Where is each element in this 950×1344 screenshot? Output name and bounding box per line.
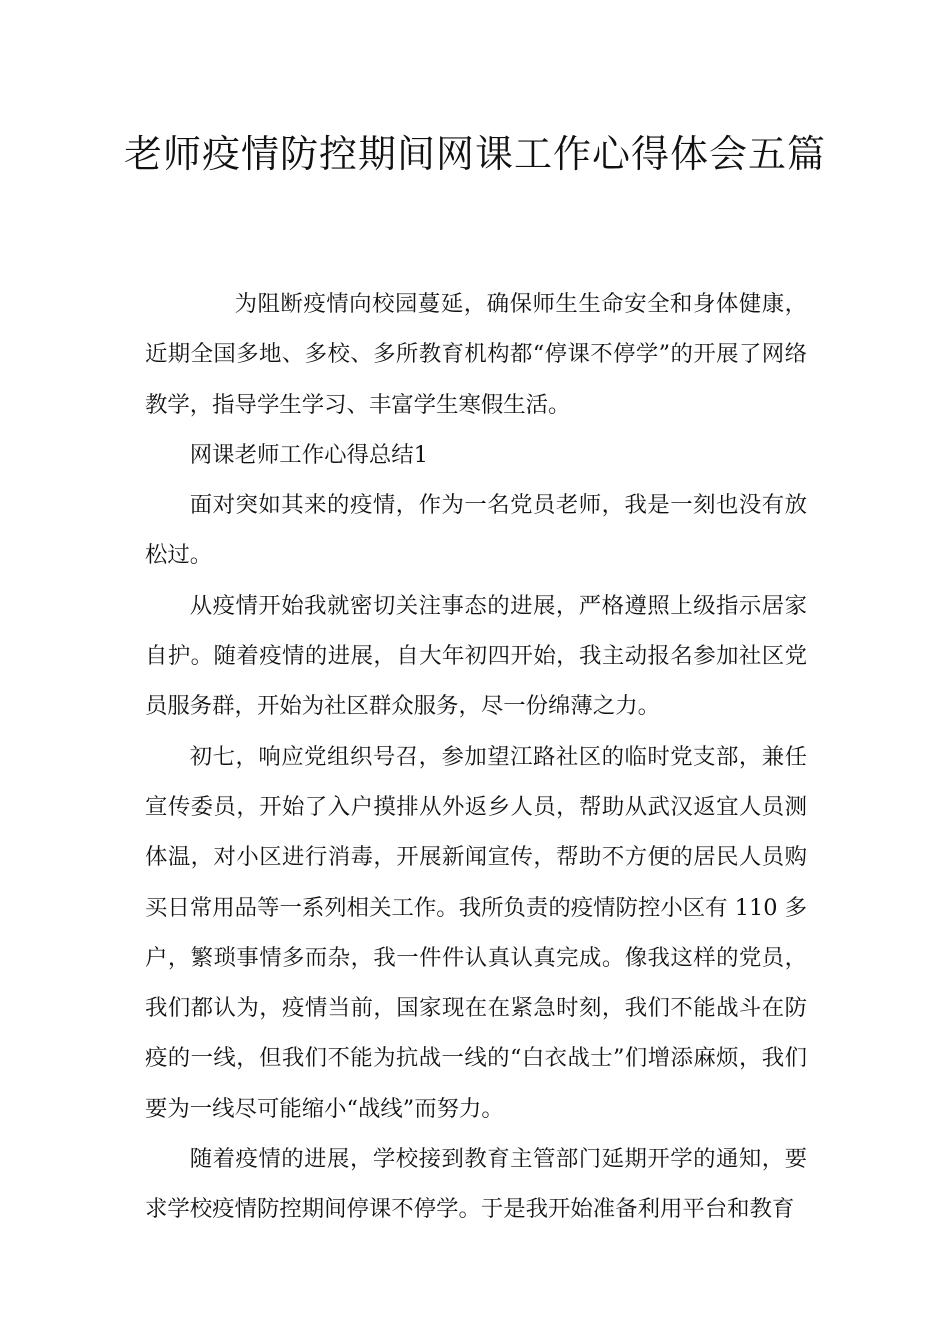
body-paragraph: 随着疫情的进展，学校接到教育主管部门延期开学的通知，要求学校疫情防控期间停课不停学。于是我开始准备利用平台和教育 [145,1146,807,1223]
intro-paragraph: 为阻断疫情向校园蔓延，确保师生生命安全和身体健康，近期全国多地、多校、多所教育机构都“停课不停学”的开展了网络教学，指导学生学习、丰富学生寒假生活。 [145,291,807,418]
body-paragraph: 面对突如其来的疫情，作为一名党员老师，我是一刻也没有放松过。 [145,492,807,569]
body-paragraph: 初七，响应党组织号召，参加望江路社区的临时党支部，兼任宣传委员，开始了入户摸排从外返乡人员，帮助从武汉返宜人员测体温，对小区进行消毒，开展新闻宣传，帮助不方便的居民人员购买日常用品等一系列相关工作。我所负责的疫情防控小区有 110 多户，繁琐事情多而杂，我一件件认真认真完成。像我这样的党员，我们都认为，疫情当前，国家现在在紧急时刻，我们不能战斗在防疫的一线，但我们不能为抗战一线的“白衣战士”们增添麻烦，我们要为一线尽可能缩小“战线”而努力。 [145,743,807,1122]
document-title: 老师疫情防控期间网课工作心得体会五篇 [123,132,826,176]
body-paragraph: 从疫情开始我就密切关注事态的进展，严格遵照上级指示居家自护。随着疫情的进展，自大年初四开始，我主动报名参加社区党员服务群，开始为社区群众服务，尽一份绵薄之力。 [145,592,807,720]
section-heading: 网课老师工作心得总结1 [189,441,428,468]
document-body [145,279,807,1235]
